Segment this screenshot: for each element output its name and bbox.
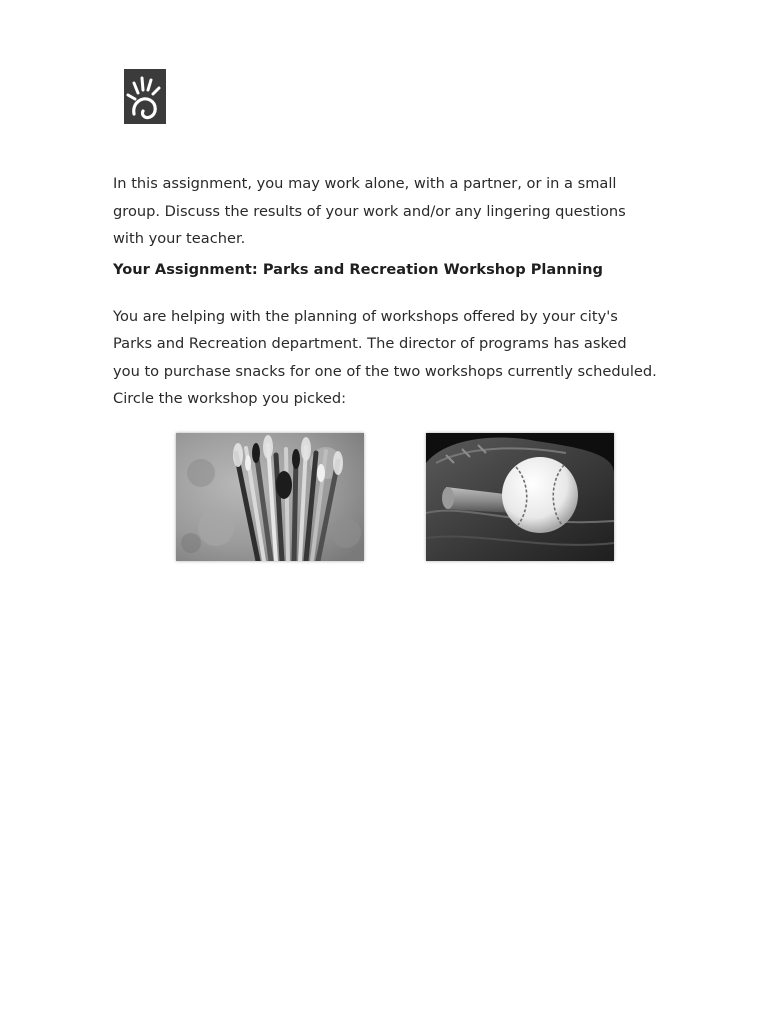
intro-line: with your teacher. (113, 230, 246, 247)
intro-line: group. Discuss the results of your work and/or any lingering questions (113, 202, 626, 220)
baseball-glove-photo (426, 433, 614, 561)
assignment-paragraph (113, 303, 693, 413)
assignment-heading: Your Assignment: Parks and Recreation Workshop Planning (113, 260, 603, 278)
paintbrushes-photo (176, 433, 364, 561)
main-content (113, 170, 693, 413)
assignment-line: you to purchase snacks for one of the two workshops currently scheduled. (113, 362, 657, 380)
intro-paragraph (113, 170, 693, 253)
workshop-option-baseball[interactable] (426, 433, 614, 561)
workshop-option-painting[interactable] (176, 433, 364, 561)
assignment-line: You are helping with the planning of workshops offered by your city's (113, 307, 618, 325)
sun-swirl-logo-icon (124, 69, 166, 124)
intro-line: In this assignment, you may work alone, with a partner, or in a small (113, 175, 617, 192)
assignment-line: Circle the workshop you picked: (113, 390, 347, 407)
assignment-line: Parks and Recreation department. The director of programs has asked (113, 335, 627, 352)
logo (124, 69, 166, 124)
